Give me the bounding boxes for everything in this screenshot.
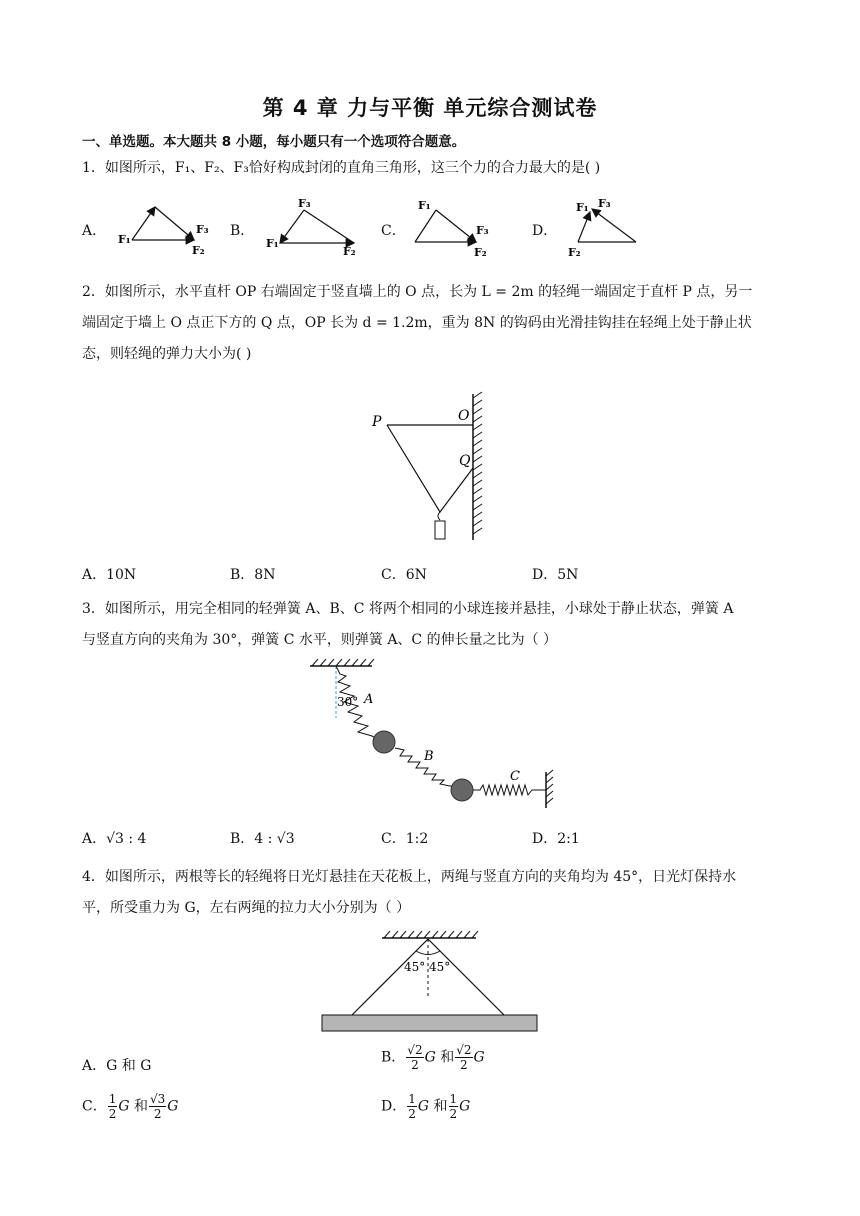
- q4-option-b: B． $\frac{√2}{2}$ G 和 $\frac{√2}{2}$ G: [381, 1043, 485, 1072]
- q4-b-fraction-1: $\frac{√2}{2}$: [407, 1043, 423, 1072]
- q3-ball-2: [451, 779, 473, 801]
- q4-b-fraction-2: $\frac{√2}{2}$: [456, 1043, 472, 1072]
- q1-option-c-label: C．: [381, 223, 406, 239]
- q2-stem: [82, 277, 782, 370]
- q3-spring-c: [473, 785, 546, 795]
- q1-d-f1: F₁: [576, 201, 589, 214]
- q4-diagram: [318, 928, 543, 1036]
- q3-option-c: C．1:2: [381, 831, 429, 847]
- q2-diagram: [360, 390, 500, 550]
- q2-option-a: A．10N: [82, 567, 137, 583]
- q4-d-fraction-1: $\frac{1}{2}$: [408, 1092, 416, 1121]
- q3-option-a: A．√3 : 4: [82, 831, 147, 847]
- q4-fluorescent-lamp: [322, 1015, 537, 1031]
- q3-label-a: A: [364, 692, 374, 707]
- q1-option-b-label: B．: [230, 223, 255, 239]
- q4-stem: [82, 862, 782, 924]
- q4-option-d: D． $\frac{1}{2}$ G 和 $\frac{1}{2}$ G: [381, 1092, 471, 1121]
- q2-option-d: D．5N: [532, 567, 579, 583]
- q4-option-c: C． $\frac{1}{2}$ G 和 $\frac{√3}{2}$ G: [82, 1092, 179, 1121]
- q4-right-angle-label: 45°: [429, 960, 451, 974]
- q2-line-1: 2．如图所示，水平直杆 OP 右端固定于竖直墙上的 O 点，长为 L = 2m 的轻绳一端固定于直杆 P 点，另一: [82, 284, 753, 300]
- q2-label-p: P: [372, 414, 382, 430]
- q4-option-a: A．G 和 G: [82, 1058, 152, 1074]
- q4-right-rope: [428, 939, 504, 1015]
- q3-diagram: [300, 656, 560, 814]
- q1-c-f3: F₃: [476, 224, 489, 237]
- page-title: 第 4 章 力与平衡 单元综合测试卷: [262, 96, 598, 120]
- q1-a-f2: F₂: [192, 244, 205, 257]
- q1-d-f3: F₃: [598, 197, 611, 210]
- q3-line-2: 与竖直方向的夹角为 30°，弹簧 C 水平，则弹簧 A、C 的伸长量之比为（ ）: [82, 632, 558, 648]
- q3-option-d: D．2:1: [532, 831, 580, 847]
- q2-option-b: B．8N: [230, 567, 276, 583]
- q1-option-a-label: A．: [82, 223, 107, 239]
- section-heading: 一、单选题。本大题共 8 小题，每小题只有一个选项符合题意。: [82, 134, 466, 150]
- q2-option-c: C．6N: [381, 567, 427, 583]
- q3-stem: [82, 594, 782, 656]
- q2-weight: [435, 521, 445, 539]
- q1-c-f2: F₂: [474, 246, 487, 259]
- q4-left-angle-label: 45°: [404, 960, 426, 974]
- q2-hook: [438, 512, 440, 520]
- q1-b-f3: F₃: [298, 197, 311, 210]
- q2-label-o: O: [458, 408, 470, 424]
- q1-triangle-a: [132, 207, 194, 240]
- q3-line-1: 3．如图所示，用完全相同的轻弹簧 A、B、C 将两个相同的小球连接并悬挂，小球处于静止状态，弹簧 A: [82, 601, 734, 617]
- q2-wall-hatching: [473, 392, 482, 534]
- q3-angle-label: 30°: [337, 695, 359, 709]
- q1-triangle-b: [280, 210, 354, 243]
- q3-label-b: B: [424, 749, 434, 764]
- q4-line-2: 平，所受重力为 G，左右两绳的拉力大小分别为（ ）: [82, 900, 411, 916]
- q4-line-1: 4．如图所示，两根等长的轻绳将日光灯悬挂在天花板上，两绳与竖直方向的夹角均为 45°，日光灯保持水: [82, 869, 737, 885]
- q1-stem: 1．如图所示，F₁、F₂、F₃恰好构成封闭的直角三角形，这三个力的合力最大的是( ): [82, 160, 601, 176]
- q1-a-f3: F₃: [196, 223, 209, 236]
- q1-c-f1: F₁: [418, 199, 431, 212]
- q1-triangle-c: [415, 210, 476, 242]
- q4-c-fraction-1: $\frac{1}{2}$: [108, 1092, 117, 1121]
- q2-line-3: 态，则轻绳的弹力大小为( ): [82, 346, 252, 362]
- q1-option-d-label: D．: [532, 223, 558, 239]
- q3-ball-1: [373, 731, 395, 753]
- q3-label-c: C: [510, 769, 520, 784]
- q1-force-triangles: [100, 190, 660, 260]
- q1-a-f1: F₁: [118, 233, 131, 246]
- q3-option-b: B．4 : √3: [230, 831, 295, 847]
- q4-c-fraction-2: $\frac{√3}{2}$: [150, 1092, 166, 1121]
- q4-d-fraction-2: $\frac{1}{2}$: [449, 1092, 458, 1121]
- q1-d-f2: F₂: [568, 246, 581, 259]
- q2-line-2: 端固定于墙上 O 点正下方的 Q 点，OP 长为 d = 1.2m，重为 8N 的钩码由光滑挂钩挂在轻绳上处于静止状: [82, 315, 752, 331]
- q1-b-f1: F₁: [266, 237, 279, 250]
- q2-label-q: Q: [459, 453, 471, 469]
- q1-b-f2: F₂: [343, 245, 356, 258]
- q4-left-rope: [352, 939, 428, 1015]
